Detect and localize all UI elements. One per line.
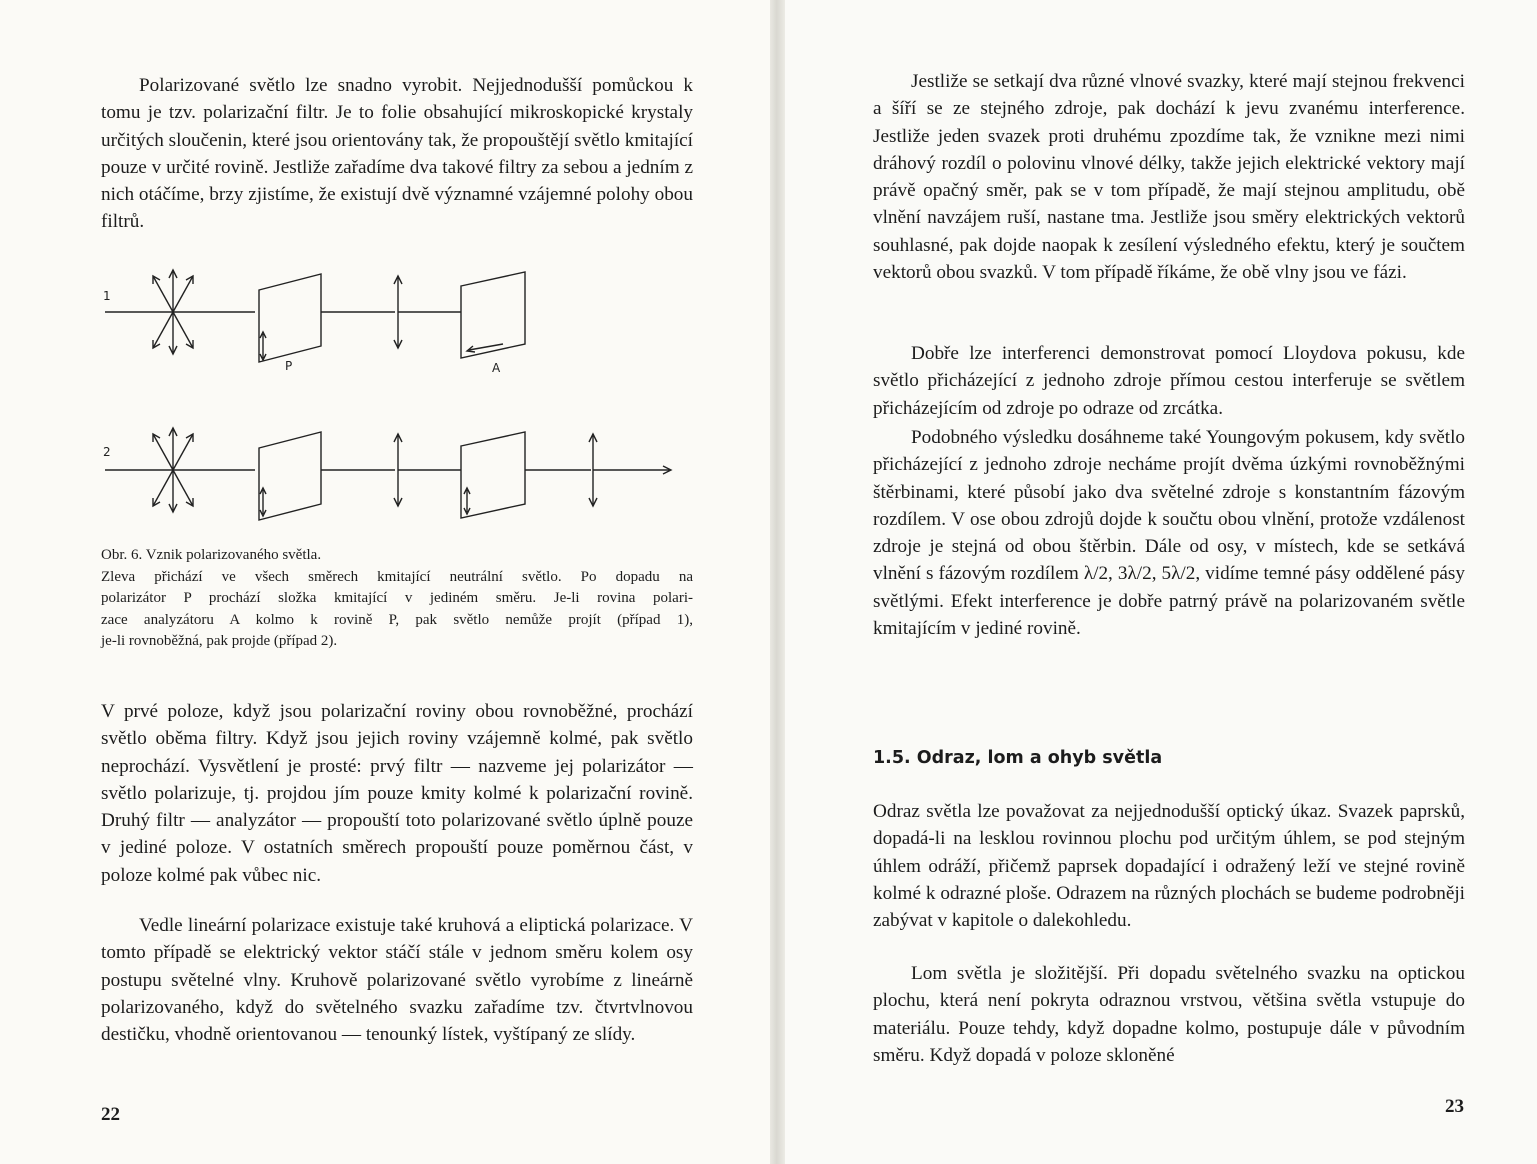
caption-line: polarizátor P prochází složka kmitající v jediném směru. Je-li rovina polari- xyxy=(101,590,693,606)
right-paragraph-2: Dobře lze interferenci demonstrovat pomocí Lloydova pokusu, kde světlo přicházející z jednoho zdroje přímou cestou interferuje se světlem přicházejícím od zdroje po odraze od zrcátka. xyxy=(873,343,1465,419)
page-number-left: 22 xyxy=(101,1104,120,1125)
analyzer-label: A xyxy=(492,361,501,375)
left-paragraph-2: V prvé poloze, když jsou polarizační roviny obou rovnoběžné, prochází světlo oběma filtry. Když jsou jejich roviny vzájemně kolmé, pak světlo neprochází. Vysvětlení je prosté: prvý filtr — nazveme jej polarizátor — světlo polarizuje, tj. projdou jím pouze kmity kolmé k polarizační rovině. Druhý filtr — analyzátor — propouští toto polarizované světlo úplně pouze v jediné poloze. V ostatních směrech propouští pouze poměrnou část, v poloze kolmé pak vůbec nic. xyxy=(101,701,693,886)
section-heading: 1.5. Odraz, lom a ohyb světla xyxy=(873,748,1163,768)
right-paragraph-1: Jestliže se setkají dva různé vlnové svazky, které mají stejnou frekvenci a šíří se ze stejného zdroje, pak dochází k jevu zvanému interference. Jestliže jeden svazek proti druhému zpozdíme tak, že vznikne mezi nimi dráhový rozdíl o polovinu vlnové délky, takže jejich elektrické vektory mají právě opačný směr, pak se v tom případě, že mají stejnou amplitudu, obě vlnění navzájem ruší, nastane tma. Jestliže jsou směry elektrických vektorů souhlasné, pak dojde naopak k zesílení výsledného efektu, který je součtem vektorů obou svazků. V tom případě říkáme, že obě vlny jsou ve fázi. xyxy=(873,71,1465,284)
right-paragraph-4: Odraz světla lze považovat za nejjednodušší optický úkaz. Svazek paprsků, dopadá-li na lesklou rovinnou plochu pod určitým úhlem, se pod stejným úhlem odráží, přičemž paprsek dopadající i odražený leží ve stejné rovině kolmé k odrazné ploše. Odrazem na různých plochách se budeme podrobněji zabývat v kapitole o dalekohledu. xyxy=(873,801,1465,932)
caption-line: zace analyzátoru A kolmo k rovině P, pak světlo nemůže projít (případ 1), xyxy=(101,611,693,628)
caption-line: je-li rovnoběžná, pak projde (případ 2). xyxy=(101,633,338,649)
right-paragraph-5: Lom světla je složitější. Při dopadu světelného svazku na optickou plochu, která není pokryta odraznou vrstvou, většina světla vstupuje do materiálu. Pouze tehdy, když dopadne kolmo, postupuje dále v původním směru. Když dopadá v poloze skloněné xyxy=(873,963,1465,1066)
right-paragraph-3: Podobného výsledku dosáhneme také Youngovým pokusem, kdy světlo přicházející z jednoho zdroje necháme projít dvěma úzkými rovnoběžnými štěrbinami, které působí jako dva světelné zdroje s konstantním fázovým rozdílem. V ose obou zdrojů dojde k součtu obou vlnění, protože vzdálenost zdroje je stejná od obou štěrbin. Dále od osy, v místech, kde se setkává vlnění s fázovým rozdílem λ/2, 3λ/2, 5λ/2, vidíme temné pásy oddělené pásy světlými. Efekt interference je dobře patrný právě na polarizovaném světle kmitajícím v jediné rovině. xyxy=(873,427,1465,640)
left-paragraph-3: Vedle lineární polarizace existuje také kruhová a eliptická polarizace. V tomto případě se elektrický vektor stáčí stále v jednom směru kolem osy postupu světelné vlny. Kruhově polarizované světlo vyrobíme z lineárně polarizovaného, když do světelného svazku zařadíme tzv. čtvrtvlnovou destičku, vhodně orientovanou — tenounký lístek, vyštípaný ze slídy. xyxy=(101,915,693,1046)
book-gutter xyxy=(770,0,785,1164)
figure-row-2 xyxy=(105,428,671,520)
caption-line: Zleva přichází ve všech směrech kmitající neutrální světlo. Po dopadu na xyxy=(101,568,693,585)
figure-row-1-label: 1 xyxy=(103,289,111,303)
left-paragraph-1: Polarizované světlo lze snadno vyrobit. Nejjednodušší pomůckou k tomu je tzv. polarizační filtr. Je to folie obsahující mikroskopické krystaly určitých sloučenin, které jsou orientovány tak, že propouštějí světlo kmitající pouze v určité rovině. Jestliže zařadíme dva takové filtry za sebou a jedním z nich otáčíme, brzy zjistíme, že existují dvě významné vzájemné polohy obou filtrů. xyxy=(101,75,693,233)
figure-caption xyxy=(101,545,693,653)
polarizer-label: P xyxy=(285,359,293,373)
right-page xyxy=(785,0,1537,1164)
polarization-figure xyxy=(95,262,680,552)
figure-row-2-label: 2 xyxy=(103,445,111,459)
figure-row-1 xyxy=(105,270,525,362)
caption-title: Obr. 6. Vznik polarizovaného světla. xyxy=(101,547,322,563)
page-number-right: 23 xyxy=(1445,1096,1464,1117)
